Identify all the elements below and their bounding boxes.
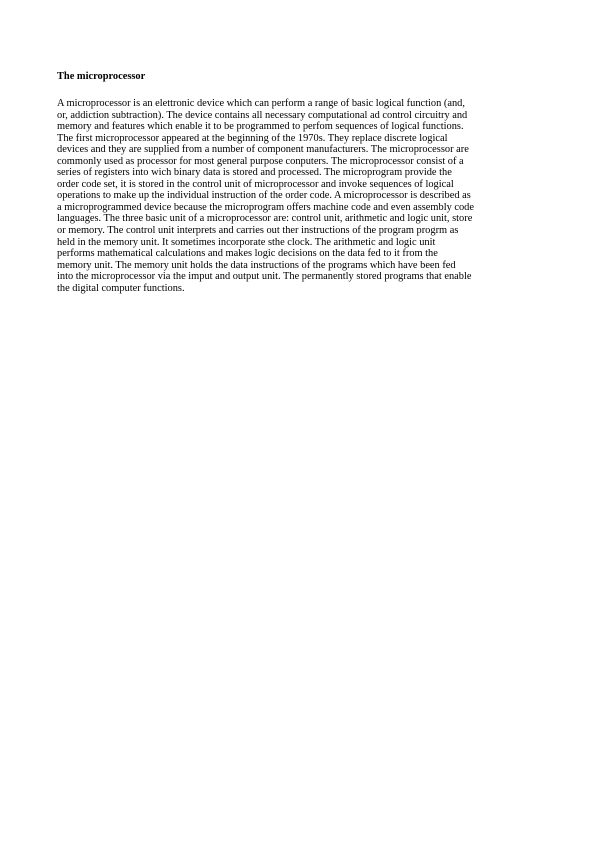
body-line-16: into the microprocessor via the imput and output unit. The permanently stored programs that enable: [57, 271, 472, 283]
body-line-11: languages. The three basic unit of a microprocessor are: control unit, arithmetic and logic unit, store: [57, 213, 473, 225]
body-line-17: the digital computer functions.: [57, 282, 185, 294]
body-line-6: commonly used as processor for most general purpose conputers. The microprocessor consist of a: [57, 155, 464, 167]
body-line-1: A microprocessor is an elettronic device which can perform a range of basic logical function (and,: [57, 98, 465, 109]
body-line-8: order code set, it is stored in the control unit of microprocessor and invoke sequences of logical: [57, 178, 454, 190]
body-line-10: a microprogrammed device because the microprogram offers machine code and even assembly code: [57, 201, 474, 213]
body-line-3: memory and features which enable it to be programmed to perfom sequences of logical functions.: [57, 121, 464, 133]
body-line-4: The first microprocessor appeared at the beginning of the 1970s. They replace discrete logical: [57, 132, 448, 144]
body-line-5: devices and they are supplied from a number of component manufacturers. The microprocessor are: [57, 144, 469, 156]
document-content: [57, 70, 543, 294]
document-title: The microprocessor: [57, 71, 146, 82]
body-line-9: operations to make up the individual instruction of the order code. A microprocessor is described as: [57, 190, 471, 202]
body-line-12: or memory. The control unit interprets and carries out ther instructions of the program progrm as: [57, 225, 459, 237]
body-line-14: performs mathematical calculations and makes logic decisions on the data fed to it from the: [57, 248, 438, 260]
body-line-7: series of registers into wich binary data is stored and processed. The microprogram provide the: [57, 167, 452, 179]
body-line-13: held in the memory unit. It sometimes incorporate sthe clock. The arithmetic and logic unit: [57, 236, 436, 248]
document-body: [57, 98, 543, 294]
body-line-2: or, addiction subtraction). The device contains all necessary computational ad control circuitry and: [57, 109, 468, 121]
body-line-15: memory unit. The memory unit holds the data instructions of the programs which have been fed: [57, 259, 456, 271]
